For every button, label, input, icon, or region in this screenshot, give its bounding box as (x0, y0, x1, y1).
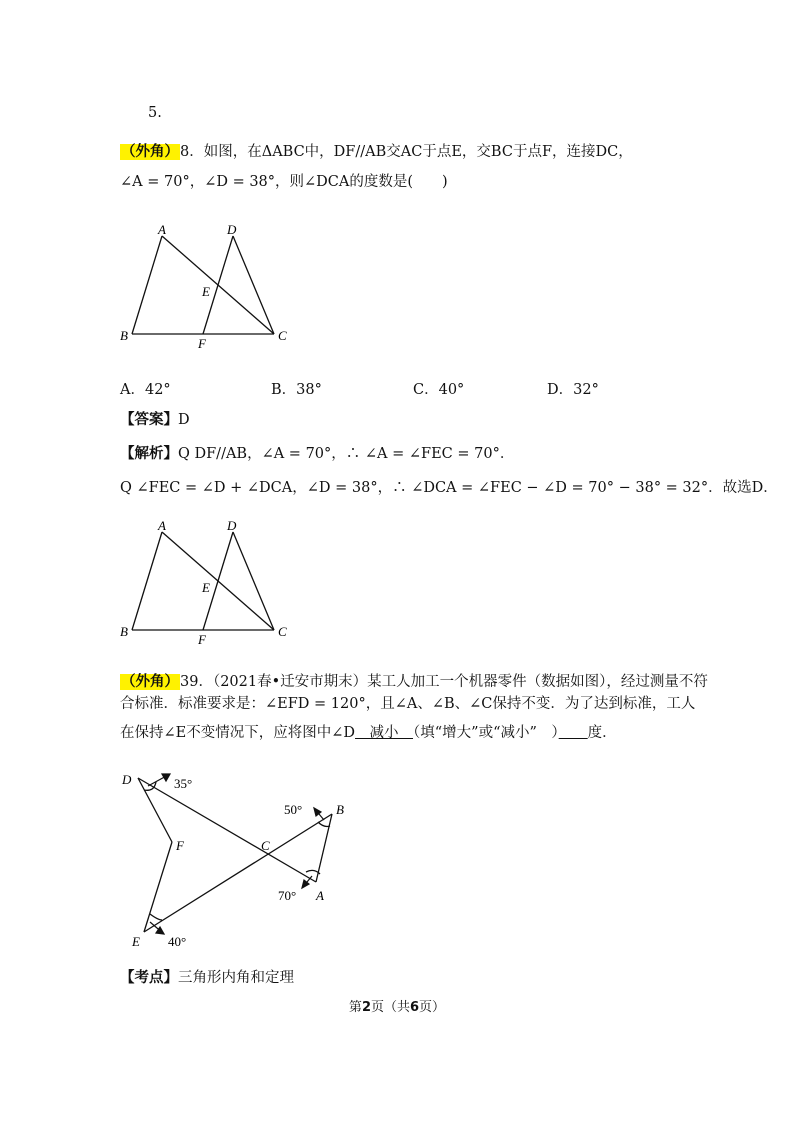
q39-text-a: 在保持∠E不变情况下，应将图中∠D (120, 725, 356, 741)
label-b: B (120, 624, 128, 639)
label-d: D (227, 518, 237, 533)
page-footer (0, 996, 794, 1015)
q8-analysis-figure (110, 518, 310, 648)
q39-machine-part-figure (110, 762, 370, 957)
label-f: F (176, 838, 184, 853)
label-f: F (198, 632, 206, 647)
label-b: B (120, 328, 128, 343)
q8-topic-tag: （外角） (121, 144, 179, 160)
q39-line1 (120, 672, 708, 692)
label-d: D (122, 772, 132, 787)
q39-text-c: 度． (587, 725, 617, 741)
answer-label: 【答案】 (120, 412, 178, 428)
label-f: F (198, 336, 206, 351)
kaodian-label: 【考点】 (120, 970, 178, 986)
label-e: E (132, 934, 140, 949)
q8-line1 (120, 142, 633, 162)
q8-line2: ∠A = 70°，∠D = 38°，则∠DCA的度数是( ) (120, 174, 448, 190)
kaodian (120, 968, 294, 988)
kaodian-value: 三角形内角和定理 (178, 970, 294, 986)
q8-triangle-figure (110, 222, 310, 352)
q8-analysis-line2: Q ∠FEC = ∠D + ∠DCA，∠D = 38°，∴ ∠DCA = ∠FEC − ∠D = 70° − 38° = 32°．故选D． (120, 480, 778, 496)
q39-line2: 合标准．标准要求是：∠EFD = 120°，且∠A、∠B、∠C保持不变．为了达到标准，工人 (120, 696, 696, 712)
label-b: B (336, 802, 344, 817)
q8-option-c: C．40° (413, 382, 465, 398)
q39-blank-answer: 减小 (355, 725, 414, 741)
q8-option-d: D．32° (547, 382, 599, 398)
label-c: C (278, 328, 287, 343)
q39-text-b: （填“增大”或“减小” ） (413, 725, 559, 741)
label-d: D (227, 222, 237, 237)
label-a: A (158, 518, 166, 533)
angle-d-value: 35° (174, 776, 193, 791)
label-a: A (316, 888, 324, 903)
footer-total-pages: 6 (410, 1000, 420, 1015)
label-e: E (202, 284, 210, 299)
label-c: C (278, 624, 287, 639)
previous-question-number: 5. (148, 105, 162, 121)
footer-page-number: 2 (361, 1000, 371, 1015)
footer-suffix: 页） (419, 1000, 446, 1015)
angle-e-value: 40° (168, 934, 187, 949)
analysis-text-line1: Q DF//AB，∠A = 70°，∴ ∠A = ∠FEC = 70°． (178, 446, 515, 462)
q8-answer (120, 410, 190, 430)
q8-text-line1: 8．如图，在ΔABC中，DF//AB交AC于点E，交BC于点F，连接DC， (180, 144, 633, 160)
label-a: A (158, 222, 166, 237)
footer-mid: 页（共 (370, 1000, 410, 1015)
footer-prefix: 第 (348, 1000, 362, 1015)
q8-option-b: B．38° (271, 382, 322, 398)
angle-b-value: 50° (284, 802, 303, 817)
q39-line3 (120, 723, 617, 743)
q39-topic-tag: （外角） (121, 674, 179, 690)
label-c: C (261, 838, 270, 853)
q8-option-a: A．42° (120, 382, 171, 398)
q39-text-line1: 39．（2021春•迁安市期末）某工人加工一个机器零件（数据如图），经过测量不符 (180, 674, 708, 690)
q39-blank-degrees (559, 725, 588, 741)
analysis-label: 【解析】 (120, 446, 178, 462)
angle-a-value: 70° (278, 888, 297, 903)
answer-value: D (178, 412, 190, 428)
q8-analysis-line1 (120, 444, 514, 464)
label-e: E (202, 580, 210, 595)
